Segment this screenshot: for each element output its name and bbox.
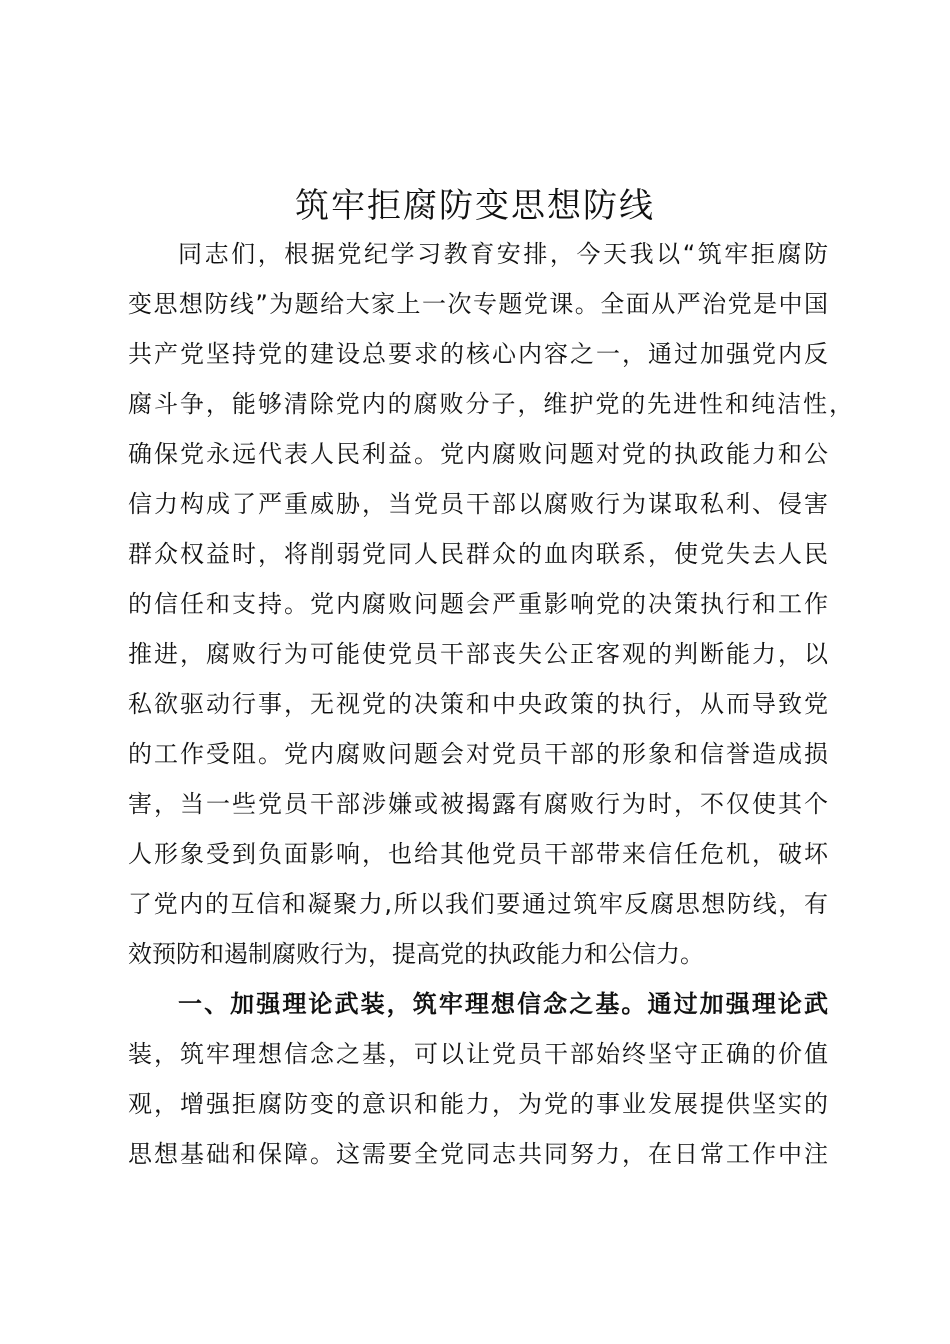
paragraph-2-line: 思想基础和保障。这需要全党同志共同努力，在日常工作中注 <box>128 1140 828 1168</box>
paragraph-1-line: 的工作受阻。党内腐败问题会对党员干部的形象和信誉造成损 <box>128 740 828 768</box>
paragraph-1-line: 信力构成了严重威胁，当党员干部以腐败行为谋取私利、侵害 <box>128 490 828 518</box>
paragraph-1-line: 了党内的互信和凝聚力,所以我们要通过筑牢反腐思想防线，有 <box>128 890 828 918</box>
paragraph-2-line: 装，筑牢理想信念之基，可以让党员干部始终坚守正确的价值 <box>128 1040 828 1068</box>
paragraph-1-line: 群众权益时，将削弱党同人民群众的血肉联系，使党失去人民 <box>128 540 828 568</box>
document-title: 筑牢拒腐防变思想防线 <box>295 186 655 226</box>
paragraph-1-line: 害，当一些党员干部涉嫌或被揭露有腐败行为时，不仅使其个 <box>128 790 828 818</box>
section-1-heading-line: 一、加强理论武装，筑牢理想信念之基。通过加强理论武 <box>178 990 828 1018</box>
paragraph-1-line: 腐斗争，能够清除党内的腐败分子，维护党的先进性和纯洁性， <box>128 390 853 418</box>
paragraph-1-line: 推进，腐败行为可能使党员干部丧失公正客观的判断能力，以 <box>128 640 828 668</box>
paragraph-1-line: 确保党永远代表人民利益。党内腐败问题对党的执政能力和公 <box>128 440 828 468</box>
paragraph-1-line: 的信任和支持。党内腐败问题会严重影响党的决策执行和工作 <box>128 590 828 618</box>
paragraph-1-line: 变思想防线”为题给大家上一次专题党课。全面从严治党是中国 <box>128 290 828 318</box>
paragraph-1-line: 效预防和遏制腐败行为，提高党的执政能力和公信力。 <box>128 940 704 968</box>
paragraph-1-line: 共产党坚持党的建设总要求的核心内容之一，通过加强党内反 <box>128 340 828 368</box>
paragraph-2-line: 观，增强拒腐防变的意识和能力，为党的事业发展提供坚实的 <box>128 1090 828 1118</box>
paragraph-1-line: 私欲驱动行事，无视党的决策和中央政策的执行，从而导致党 <box>128 690 828 718</box>
paragraph-1-line: 同志们，根据党纪学习教育安排，今天我以“筑牢拒腐防 <box>178 240 828 268</box>
paragraph-1-line: 人形象受到负面影响，也给其他党员干部带来信任危机，破坏 <box>128 840 828 868</box>
